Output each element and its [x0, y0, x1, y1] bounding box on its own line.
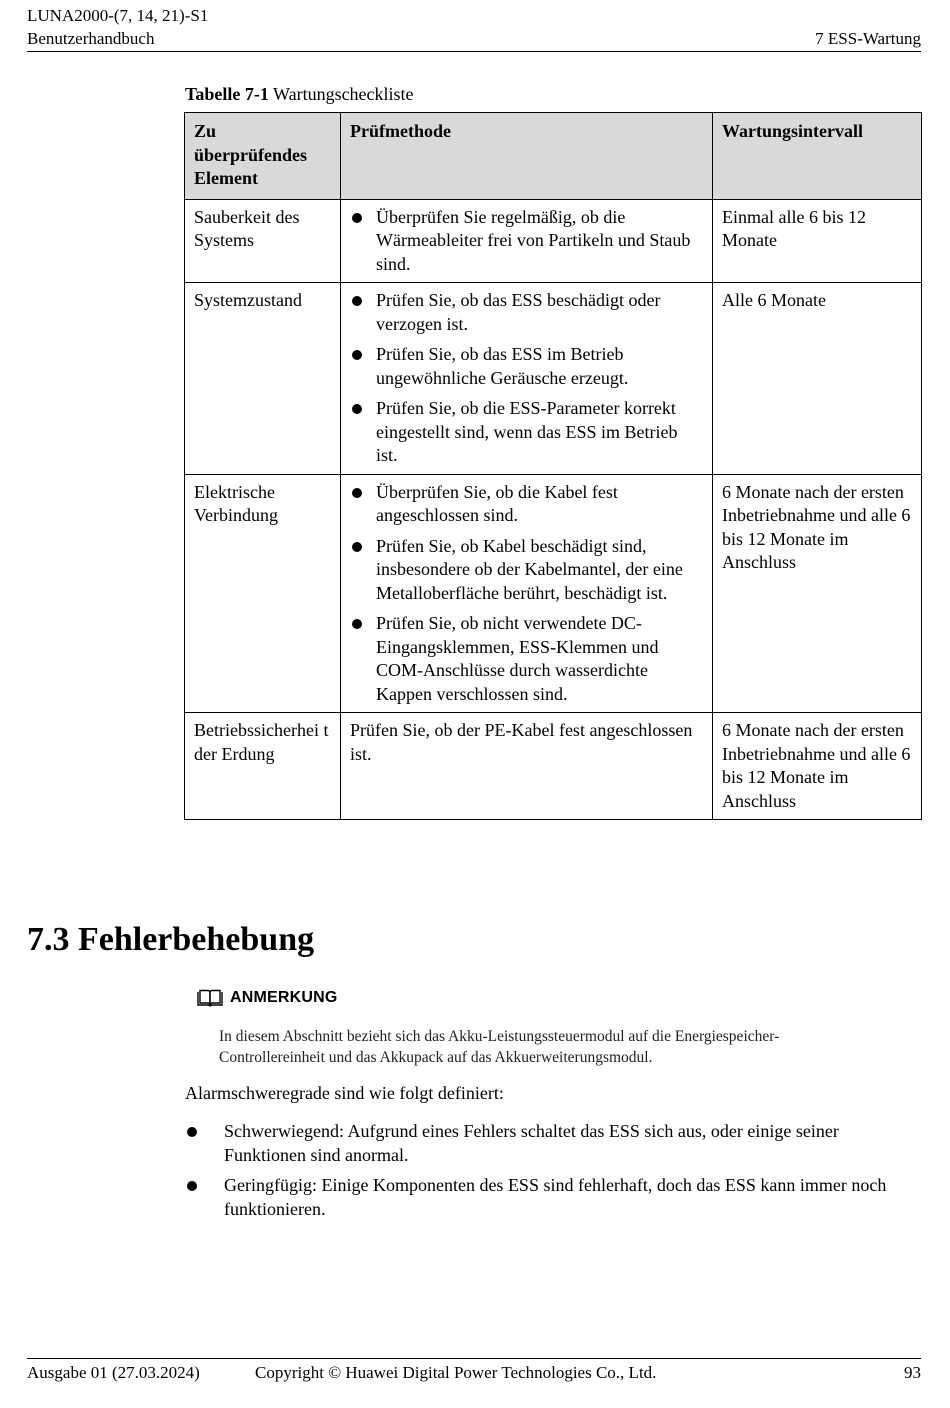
intro-paragraph: Alarmschweregrade sind wie folgt definiert: [185, 1083, 504, 1103]
table-row [185, 283, 922, 475]
severity-list [185, 1120, 915, 1228]
table-row [185, 199, 922, 283]
method-cell [341, 474, 713, 713]
page-header [27, 4, 921, 52]
table-header-row [185, 113, 922, 200]
interval-cell: 6 Monate nach der ersten Inbetriebnahme und alle 6 bis 12 Monate im Anschluss [713, 474, 922, 713]
method-item: Prüfen Sie, ob nicht verwendete DC-Eingangsklemmen, ESS-Klemmen und COM-Anschlüsse durch wasserdichte Kappen verschlossen sind. [350, 612, 703, 706]
method-item: Überprüfen Sie regelmäßig, ob die Wärmeableiter frei von Partikeln und Staub sind. [350, 206, 703, 277]
column-header: Wartungsintervall [713, 113, 922, 200]
element-cell: Systemzustand [185, 283, 341, 475]
interval-cell: 6 Monate nach der ersten Inbetriebnahme und alle 6 bis 12 Monate im Anschluss [713, 713, 922, 820]
page-footer [27, 1358, 921, 1384]
method-cell: Prüfen Sie, ob der PE-Kabel fest angeschlossen ist. [341, 713, 713, 820]
product-name: LUNA2000-(7, 14, 21)-S1 [27, 6, 209, 25]
column-header: Prüfmethode [341, 113, 713, 200]
method-item: Prüfen Sie, ob das ESS im Betrieb ungewöhnliche Geräusche erzeugt. [350, 343, 703, 390]
list-item: Geringfügig: Einige Komponenten des ESS sind fehlerhaft, doch das ESS kann immer noch funktionieren. [185, 1174, 915, 1221]
method-item: Überprüfen Sie, ob die Kabel fest angeschlossen sind. [350, 481, 703, 528]
section-heading: 7.3 Fehlerbehebung [27, 921, 315, 958]
edition-info: Ausgabe 01 (27.03.2024) [27, 1363, 200, 1382]
note-header [196, 986, 338, 1010]
element-cell: Betriebssicherhei t der Erdung [185, 713, 341, 820]
book-icon [196, 989, 224, 1007]
table-caption [185, 82, 414, 106]
note-text: In diesem Abschnitt bezieht sich das Akku-Leistungssteuermodul auf die Energiespeicher-Controllereinheit und das Akkupack auf das Akkuerweiterungsmodul. [219, 1028, 780, 1066]
chapter-title: 7 ESS-Wartung [815, 29, 921, 48]
table-caption-label: Tabelle 7-1 [185, 84, 269, 104]
note-label: ANMERKUNG [230, 989, 338, 1006]
method-cell [341, 283, 713, 475]
interval-cell: Einmal alle 6 bis 12 Monate [713, 199, 922, 283]
page-number: 93 [904, 1363, 921, 1382]
column-header: Zu überprüfendes Element [185, 113, 341, 200]
method-item: Prüfen Sie, ob Kabel beschädigt sind, insbesondere ob der Kabelmantel, der eine Metalloberfläche berührt, beschädigt ist. [350, 535, 703, 606]
element-cell: Sauberkeit des Systems [185, 199, 341, 283]
table-caption-title: Wartungscheckliste [273, 84, 414, 104]
list-item: Schwerwiegend: Aufgrund eines Fehlers schaltet das ESS sich aus, oder einige seiner Funktionen sind anormal. [185, 1120, 915, 1167]
method-cell [341, 199, 713, 283]
manual-title: Benutzerhandbuch [27, 29, 155, 48]
table-row [185, 474, 922, 713]
table-row [185, 713, 922, 820]
method-item: Prüfen Sie, ob die ESS-Parameter korrekt eingestellt sind, wenn das ESS im Betrieb ist. [350, 397, 703, 468]
interval-cell: Alle 6 Monate [713, 283, 922, 475]
copyright-text: Copyright © Huawei Digital Power Technologies Co., Ltd. [255, 1363, 657, 1382]
element-cell: Elektrische Verbindung [185, 474, 341, 713]
method-item: Prüfen Sie, ob das ESS beschädigt oder verzogen ist. [350, 289, 703, 336]
maintenance-checklist-table [184, 112, 922, 820]
